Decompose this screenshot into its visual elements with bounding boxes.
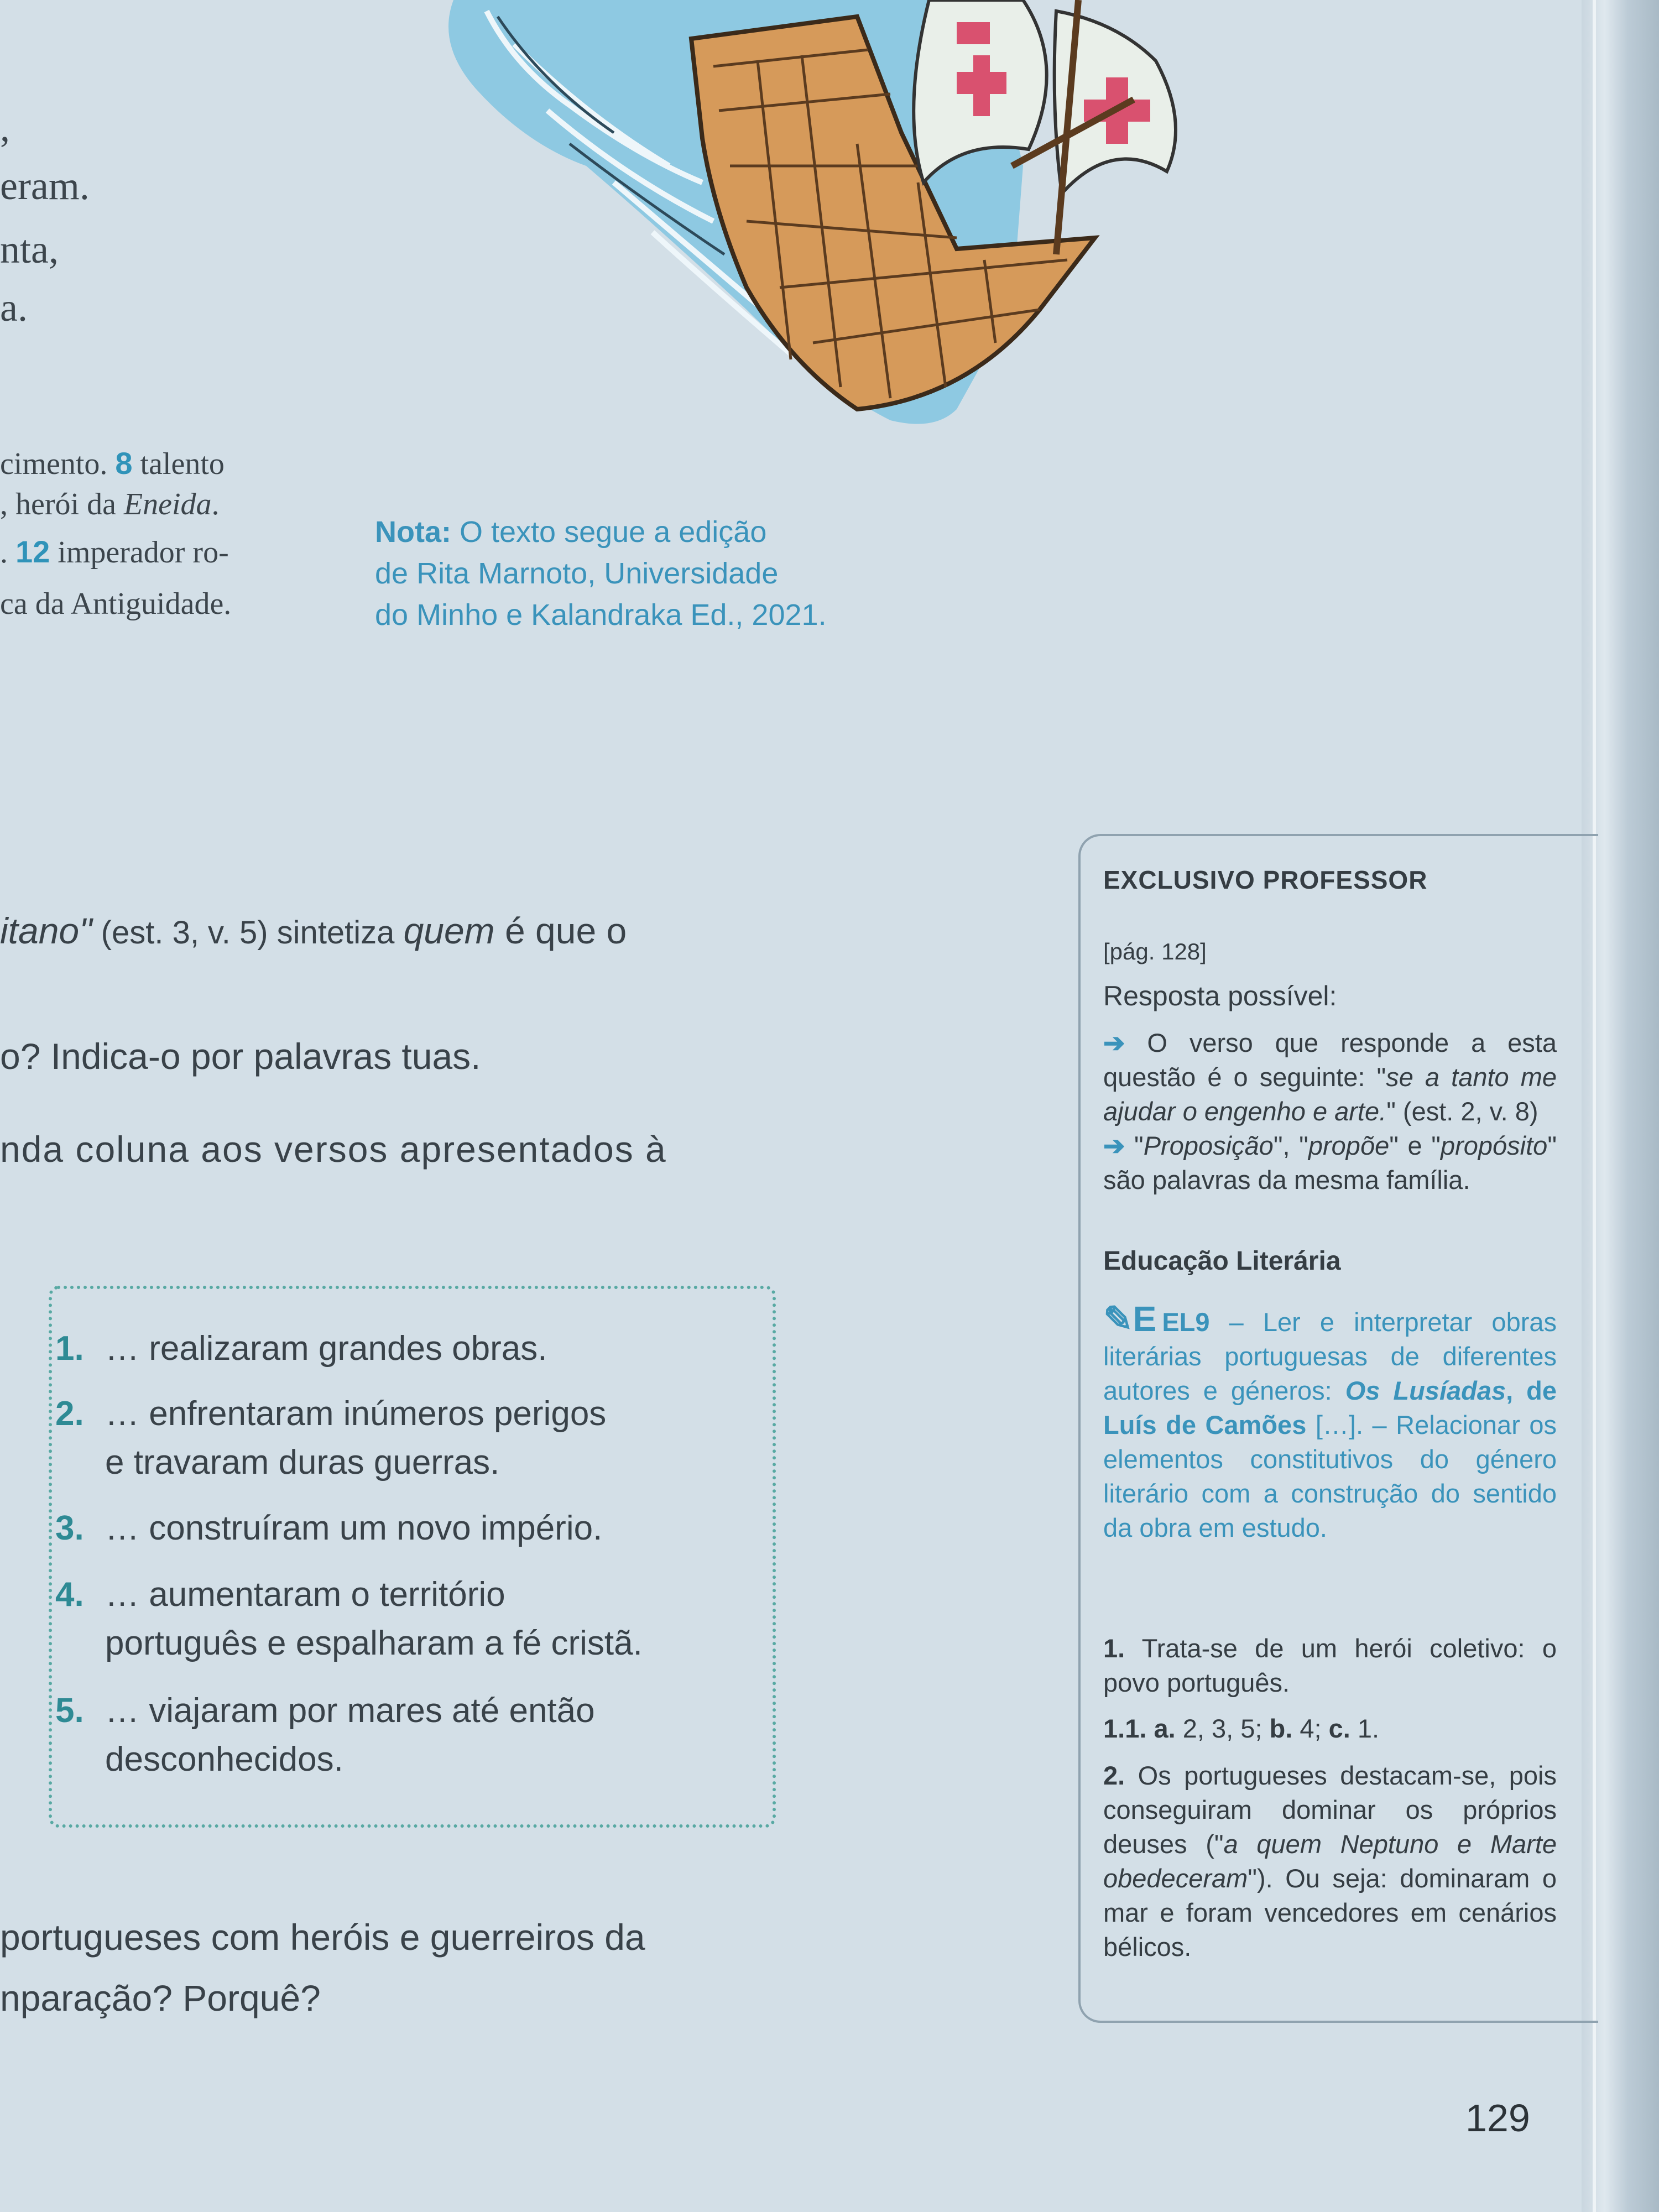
question-line: nda coluna aos versos apresentados à — [0, 1129, 667, 1170]
resposta-title: Resposta possível: — [1103, 980, 1337, 1011]
list-item: 1. … realizaram grandes obras. — [55, 1329, 547, 1368]
question-line: nparação? Porquê? — [0, 1978, 321, 2018]
el9-descriptor: ✎E EL9 – Ler e interpretar obras literárias portuguesas de diferentes autores e géneros: Os Lusíadas, de Luís de Camões […]. – Relacionar os elementos constitutivos do género literário com a construção do sentido da obra em estudo. — [1103, 1299, 1557, 1542]
fragment-line: nta, — [0, 227, 59, 272]
question-line: o? Indica-o por palavras tuas. — [0, 1036, 481, 1077]
glossary-line: ca da Antiguidade. — [0, 587, 232, 621]
list-item: 3. … construíram um novo império. — [55, 1509, 603, 1547]
page-reference: [pág. 128] — [1103, 938, 1207, 964]
fragment-line: , — [0, 106, 10, 150]
caravel-illustration — [404, 0, 1233, 442]
answer-1: 1. Trata-se de um herói coletivo: o povo português. — [1103, 1634, 1557, 1697]
glossary-line: , herói da Eneida. — [0, 487, 220, 521]
sidebar-heading: EXCLUSIVO PROFESSOR — [1103, 865, 1428, 894]
answer-2: 2. Os portugueses destacam-se, pois conseguiram dominar os próprios deuses ("a quem Neptuno e Marte obedeceram"). Ou seja: dominaram o mar e foram vencedores em cenários bélicos. — [1103, 1761, 1557, 1961]
resposta-text: ➔ O verso que responde a esta questão é o seguinte: "se a tanto me ajudar o engenho e arte." (est. 2, v. 8) ➔ "Proposição", "propõe" e "propósito" são palavras da mesma família. — [1103, 1028, 1557, 1194]
fragment-line: a. — [0, 285, 28, 330]
list-item: 4. … aumentaram o território português e espalharam a fé cristã. — [55, 1575, 643, 1662]
edition-note: Nota: O texto segue a edição de Rita Marnoto, Universidade do Minho e Kalandraka Ed., 2021. — [375, 515, 827, 632]
arrow-right-icon: ➔ — [1103, 1131, 1125, 1160]
list-item: 5. … viajaram por mares até então desconhecidos. — [55, 1692, 595, 1778]
answer-1-1: 1.1. a. 2, 3, 5; b. 4; c. 1. — [1103, 1714, 1380, 1743]
glossary-line: . 12 imperador ro- — [0, 534, 229, 570]
educacao-literaria-title: Educação Literária — [1103, 1246, 1341, 1276]
fragment-line: eram. — [0, 164, 90, 208]
question-line: itano" (est. 3, v. 5) sintetiza quem é que o — [0, 910, 627, 951]
arrow-right-icon: ➔ — [1103, 1028, 1125, 1057]
page-number: 129 — [1465, 2096, 1530, 2140]
list-item: 2. … enfrentaram inúmeros perigos e travaram duras guerras. — [55, 1395, 607, 1481]
glossary-line: cimento. 8 talento — [0, 446, 225, 481]
education-literary-icon: ✎E — [1103, 1299, 1157, 1339]
question-line: portugueses com heróis e guerreiros da — [0, 1917, 645, 1958]
